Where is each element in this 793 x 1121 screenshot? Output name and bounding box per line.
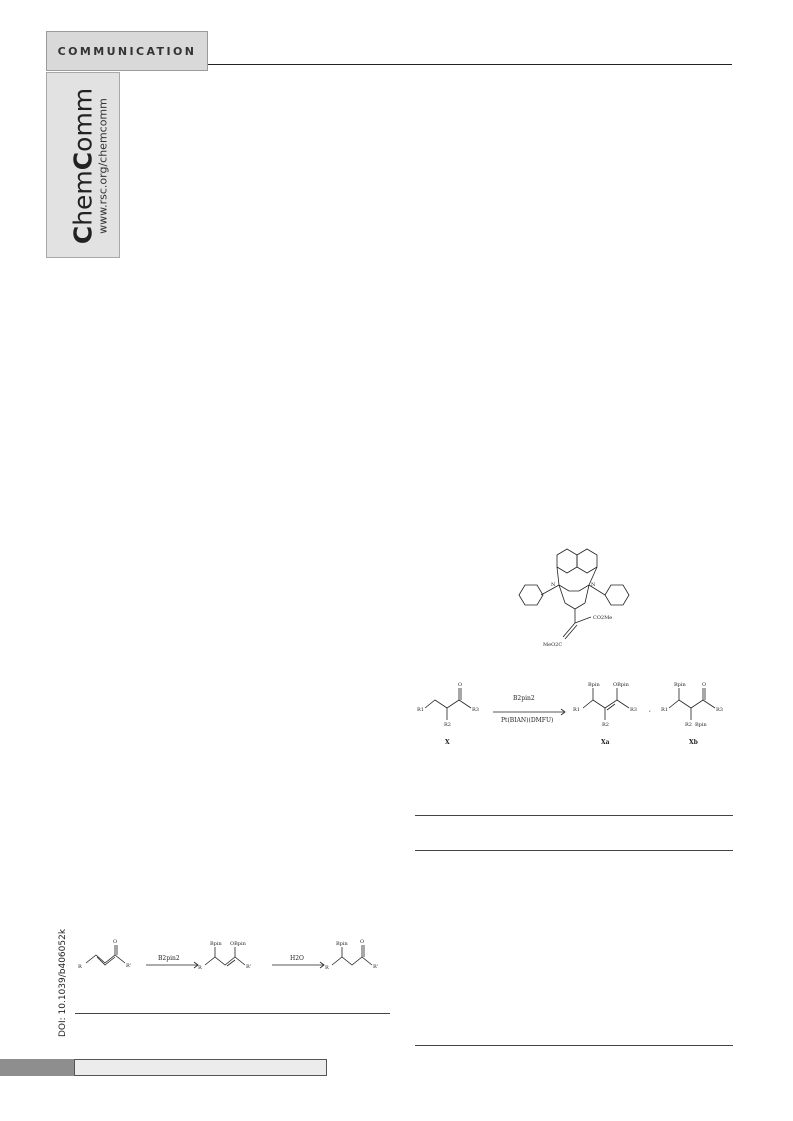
table-bottom-rule: [415, 1045, 733, 1046]
scheme2-xa-bpin: Bpin: [588, 682, 600, 688]
header-rule: [208, 64, 732, 65]
compound-xb: Xb: [689, 739, 698, 746]
scheme1-r-3: R: [325, 965, 329, 971]
scheme2-xa-r3: R3: [630, 707, 637, 713]
scheme2-x-r3: R3: [472, 707, 479, 713]
scheme-2: [415, 678, 735, 750]
scheme2-xa-r2: R2: [602, 722, 609, 728]
journal-url[interactable]: www.rsc.org/chemcomm: [96, 98, 110, 234]
catalyst-n-right: N: [591, 582, 596, 588]
catalyst-meo2c: MeO2C: [543, 642, 563, 648]
table-top-rule: [415, 815, 733, 816]
table-header-rule: [415, 850, 733, 851]
scheme1-r-2: R: [198, 965, 202, 971]
scheme1-bpin: Bpin: [210, 941, 222, 947]
scheme-1: [70, 935, 390, 990]
section-header-tab: [46, 31, 208, 71]
doi-label: DOI: 10.1039/b406052k: [58, 928, 68, 1038]
footer-bar-light: [74, 1059, 327, 1076]
footer-bar-dark: [0, 1059, 74, 1076]
scheme2-separator: ,: [649, 706, 651, 713]
scheme1-reagent-2: H2O: [290, 955, 304, 962]
compound-x: X: [445, 739, 450, 746]
scheme2-x-r2: R2: [444, 722, 451, 728]
scheme2-x-o: O: [458, 682, 463, 688]
scheme2-xb-bpin: Bpin: [674, 682, 686, 688]
scheme2-xb-r3: R3: [716, 707, 723, 713]
catalyst-n-left: N: [551, 582, 556, 588]
scheme1-o-2: O: [360, 939, 365, 945]
scheme1-obpin: OBpin: [230, 941, 246, 947]
scheme2-xa-obpin: OBpin: [613, 682, 629, 688]
section-label: COMMUNICATION: [57, 44, 197, 58]
catalyst-structure: [505, 545, 640, 655]
scheme1-r-prime: R': [126, 963, 132, 969]
scheme1-r-prime-2: R': [246, 964, 252, 970]
scheme1-reagent-1: B2pin2: [158, 955, 180, 962]
scheme2-x-r1: R1: [417, 707, 424, 713]
scheme2-xb-r2: R2: [685, 722, 692, 728]
scheme2-xa-r1: R1: [573, 707, 580, 713]
scheme2-reagent-bottom: Pt(BIAN)(DMFU): [501, 717, 554, 724]
scheme1-rule: [75, 1013, 390, 1014]
compound-xa: Xa: [601, 739, 610, 746]
catalyst-co2me: CO2Me: [593, 615, 613, 621]
scheme1-r-prime-3: R': [373, 964, 379, 970]
scheme2-reagent-top: B2pin2: [513, 695, 535, 702]
scheme1-o: O: [113, 939, 118, 945]
scheme2-xb-bpin-2: Bpin: [695, 722, 707, 728]
scheme2-xb-r1: R1: [661, 707, 668, 713]
scheme2-xb-o: O: [702, 682, 707, 688]
journal-logo: ChemComm: [68, 87, 98, 245]
scheme1-bpin-2: Bpin: [336, 941, 348, 947]
scheme1-r: R: [78, 964, 82, 970]
